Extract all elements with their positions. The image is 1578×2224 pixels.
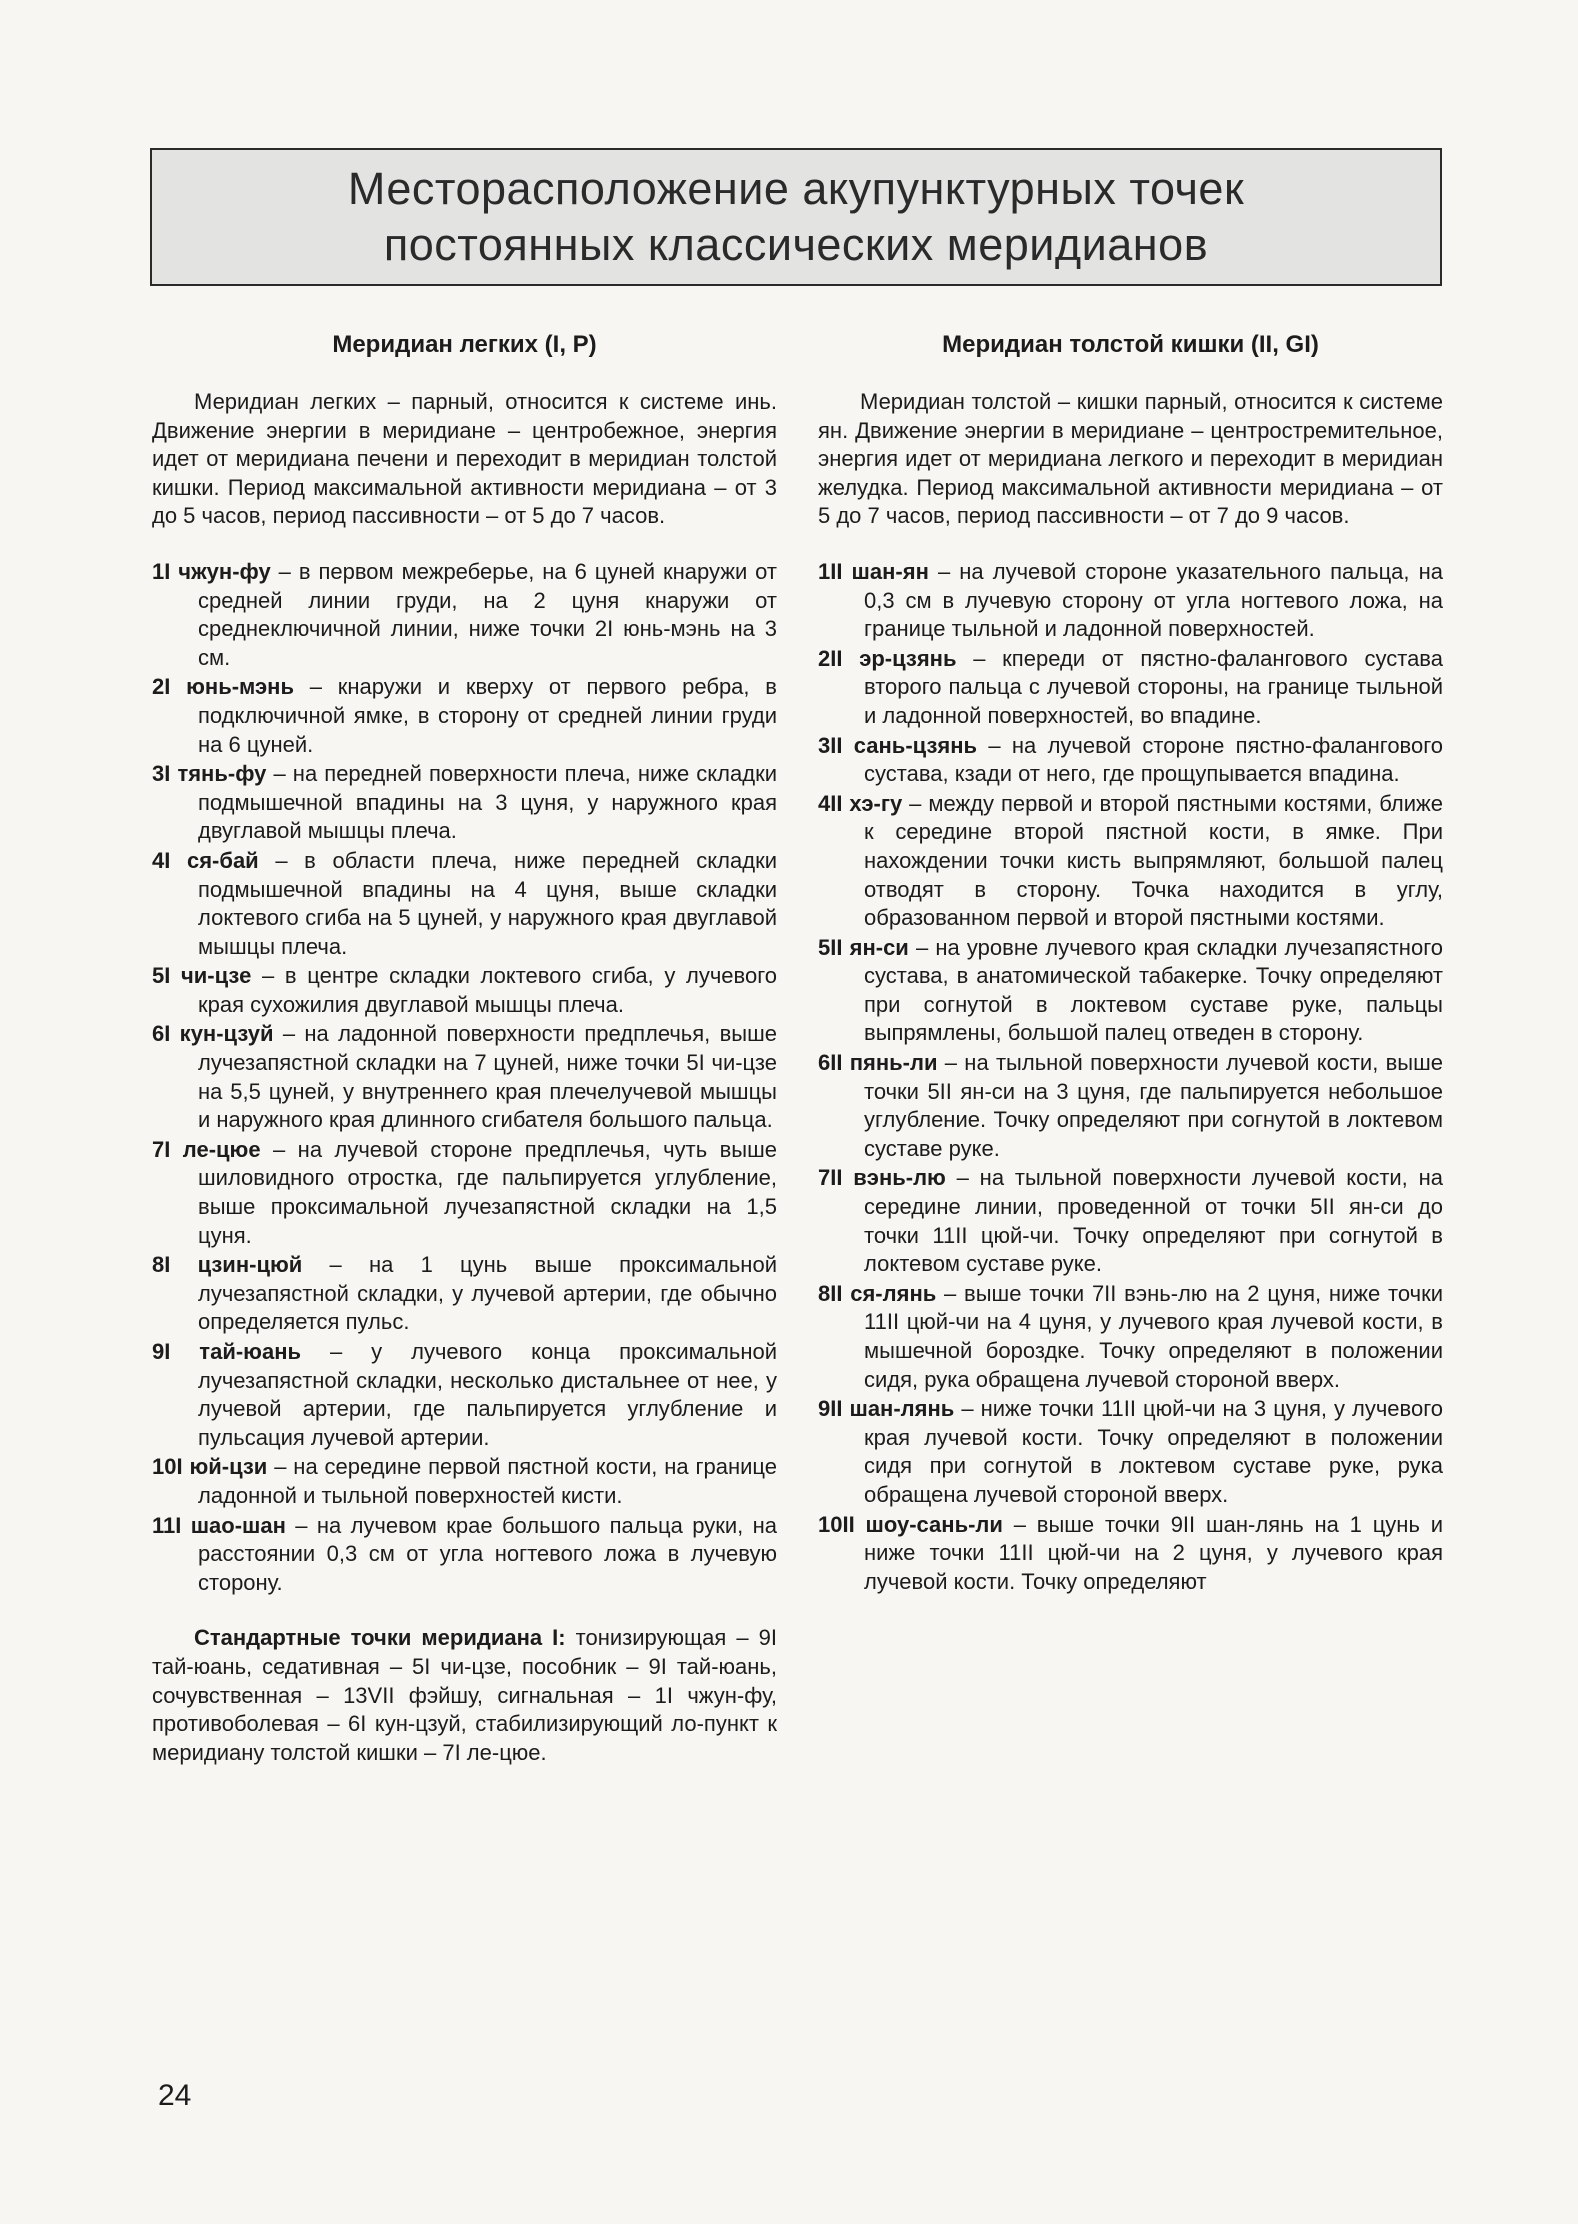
point-description: – в области плеча, ниже передней складки подмышечной впадины на 4 цуня, выше складки локтевого сгиба на 5 цуней, у наружного края двуглавой мышцы плеча. <box>198 847 777 959</box>
point-entry <box>818 732 1443 789</box>
large-intestine-meridian-intro: Меридиан толстой – кишки парный, относится к системе ян. Движение энергии в меридиане – центростремительное, энергия идет от меридиана легкого и переходит в меридиан желудка. Период максимальной активности меридиана – от 5 до 7 часов, период пассивности – от 7 до 9 часов. <box>818 389 1443 529</box>
point-name: 6I кун-цзуй <box>152 1021 274 1047</box>
point-description: – на лучевой стороне предплечья, чуть выше шиловидного отростка, где пальпируется углубление, выше проксимальной лучезапястной складки на 1,5 цуня. <box>198 1136 777 1248</box>
point-name: 3I тянь-фу <box>152 761 267 787</box>
point-name: 5I чи-цзе <box>152 963 252 989</box>
point-entry <box>818 1395 1443 1509</box>
point-entry <box>152 558 777 672</box>
point-entry <box>152 1020 777 1134</box>
point-name: 10II шоу-сань-ли <box>818 1511 1003 1537</box>
point-entry <box>152 962 777 1019</box>
lung-meridian-heading: Меридиан легких (I, P) <box>332 331 597 358</box>
standard-points-text: тонизирующая – 9I тай-юань, седативная – 5I чи-цзе, пособник – 9I тай-юань, сочувственная – 13VII фэйшу, сигнальная – 1I чжун-фу, противоболевая – 6I кун-цзуй, стабилизирующий ло-пункт к меридиану толстой кишки – 7I ле-цюе. <box>152 1625 777 1765</box>
point-entry <box>152 847 777 961</box>
point-description: – кпереди от пястно-фалангового сустава второго пальца с лучевой стороны, на границе тыльной и ладонной поверхностей, во впадине. <box>864 645 1443 728</box>
point-name: 11I шао-шан <box>152 1512 286 1538</box>
point-description: – кнаружи и кверху от первого ребра, в подключичной ямке, в сторону от средней линии груди на 6 цуней. <box>198 674 777 757</box>
point-name: 5II ян-си <box>818 934 909 960</box>
point-description: – на тыльной поверхности лучевой кости, на середине линии, проведенной от точки 5II ян-си до точки 11II цюй-чи. Точку определяют при согнутой в локтевом суставе руке. <box>864 1165 1443 1277</box>
point-description: – в первом межреберье, на 6 цуней кнаружи от средней линии груди, на 2 цуня кнаружи от среднеключичной линии, ниже точки 2I юнь-мэнь на 3 см. <box>198 558 778 670</box>
lung-meridian-intro: Меридиан легких – парный, относится к системе инь. Движение энергии в меридиане – центробежное, энергия идет от меридиана печени и переходит в меридиан толстой кишки. Период максимальной активности меридиана – от 3 до 5 часов, период пассивности – от 5 до 7 часов. <box>152 389 777 529</box>
point-name: 4II хэ-гу <box>818 790 903 816</box>
point-description: – на лучевой стороне указательного пальца, на 0,3 см в лучевую сторону от угла ногтевого ложа, на границе тыльной и ладонной поверхностей. <box>864 558 1443 642</box>
point-name: 8I цзин-цюй <box>152 1252 303 1278</box>
left-column <box>152 330 777 1794</box>
point-entry <box>152 1338 777 1452</box>
page-title-line-1: Месторасположение акупунктурных точек <box>347 163 1245 214</box>
point-entry <box>152 760 777 846</box>
point-entry <box>818 1511 1443 1597</box>
large-intestine-meridian-heading: Меридиан толстой кишки (II, GI) <box>942 331 1319 358</box>
point-description: – на тыльной поверхности лучевой кости, выше точки 5II ян-си на 3 цуня, где пальпируется небольшое углубление. Точку определяют при согнутой в локтевом суставе руке. <box>864 1050 1443 1161</box>
point-entry <box>818 1049 1443 1163</box>
point-entry <box>152 1136 777 1250</box>
point-entry <box>818 934 1443 1048</box>
page-number: 24 <box>158 2079 192 2112</box>
point-entry <box>818 1280 1443 1394</box>
standard-points-paragraph <box>152 1624 777 1767</box>
point-description: – между первой и второй пястными костями, ближе к середине второй пястной кости, в ямке. При нахождении точки кисть выпрямляют, большой палец отводят в сторону. Точка находится в углу, образованном первой и второй пястными костями. <box>864 790 1443 931</box>
point-name: 7I ле-цюе <box>152 1136 261 1162</box>
point-description: – на середине первой пястной кости, на границе ладонной и тыльной поверхностей кисти. <box>198 1454 777 1508</box>
point-name: 1I чжун-фу <box>152 558 271 584</box>
point-name: 3II сань-цзянь <box>818 732 978 758</box>
point-entry <box>152 1453 777 1510</box>
point-name: 10I юй-цзи <box>152 1454 268 1480</box>
point-name: 2II эр-цзянь <box>818 645 957 671</box>
point-name: 2I юнь-мэнь <box>152 674 294 700</box>
point-description: – выше точки 9II шан-лянь на 1 цунь и ниже точки 11II цюй-чи на 2 цуня, у лучевого края лучевой кости. Точку определяют <box>864 1511 1443 1594</box>
point-description: – на лучевой стороне пястно-фалангового сустава, кзади от него, где прощупывается впадина. <box>864 732 1444 787</box>
point-entry <box>818 558 1443 644</box>
point-entry <box>818 790 1443 933</box>
point-entry <box>152 673 777 759</box>
point-description: – на ладонной поверхности предплечья, выше лучезапястной складки на 7 цуней, ниже точки 5I чи-цзе на 5,5 цуней, у внутреннего края плечелучевой мышцы и наружного края длинного сгибателя большого пальца. <box>198 1021 778 1133</box>
point-description: – выше точки 7II вэнь-лю на 2 цуня, ниже точки 11II цюй-чи на 4 цуня, у лучевого края лучевой кости, в мышечной бороздке. Точку определяют в положении сидя, рука обращена лучевой стороной вверх. <box>864 1280 1443 1392</box>
point-name: 4I ся-бай <box>152 847 259 873</box>
point-entry <box>818 645 1443 731</box>
page-title-line-2: постоянных классических меридианов <box>383 219 1209 270</box>
large-intestine-points-list <box>818 558 1443 1596</box>
right-column <box>818 330 1443 1623</box>
point-description: – на передней поверхности плеча, ниже складки подмышечной впадины на 3 цуня, у наружного края двуглавой мышцы плеча. <box>198 761 778 844</box>
point-entry <box>152 1251 777 1337</box>
point-description: – на уровне лучевого края складки лучезапястного сустава, в анатомической табакерке. Точку определяют при согнутой в локтевом суставе руке, пальцы выпрямлены, большой палец отведен в сторону. <box>864 934 1443 1046</box>
point-name: 7II вэнь-лю <box>818 1165 946 1191</box>
lung-points-list <box>152 558 777 1597</box>
point-name: 8II ся-лянь <box>818 1280 937 1306</box>
point-description: – ниже точки 11II цюй-чи на 3 цуня, у лучевого края лучевой кости. Точку определяют в положении сидя при согнутой в локтевом суставе руке, рука обращена лучевой стороной вверх. <box>864 1396 1443 1507</box>
point-description: – на 1 цунь выше проксимальной лучезапястной складки, у лучевой артерии, где обычно определяется пульс. <box>198 1252 777 1335</box>
point-name: 9II шан-лянь <box>818 1396 955 1422</box>
point-entry <box>818 1164 1443 1278</box>
title-box <box>150 148 1442 286</box>
standard-points-label: Стандартные точки меридиана I: <box>194 1625 566 1651</box>
point-name: 9I тай-юань <box>152 1339 302 1364</box>
point-name: 6II пянь-ли <box>818 1050 938 1076</box>
point-description: – у лучевого конца проксимальной лучезапястной складки, несколько дистальнее от нее, у лучевой артерии, где пальпируется углубление и пульсация лучевой артерии. <box>198 1339 778 1450</box>
point-name: 1II шан-ян <box>818 558 929 584</box>
point-description: – на лучевом крае большого пальца руки, на расстоянии 0,3 см от угла ногтевого ложа в лучевую сторону. <box>198 1512 777 1595</box>
point-description: – в центре складки локтевого сгиба, у лучевого края сухожилия двуглавой мышцы плеча. <box>198 963 777 1017</box>
point-entry <box>152 1512 777 1598</box>
